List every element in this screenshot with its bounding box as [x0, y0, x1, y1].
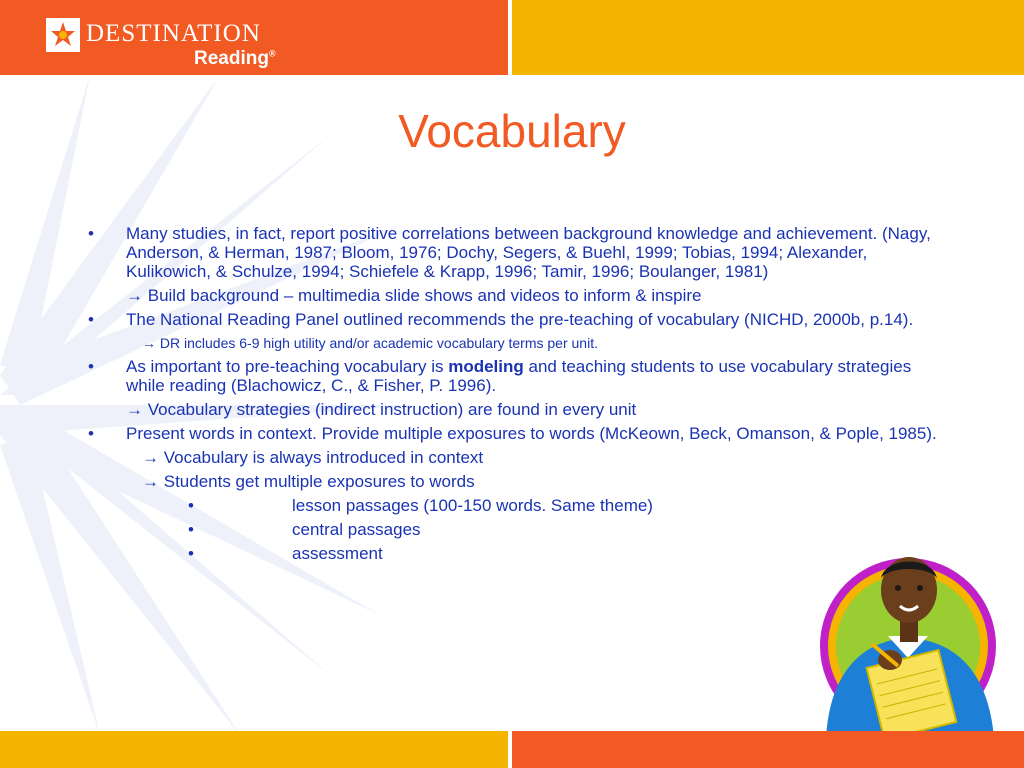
logo-subtitle-text: Reading	[194, 48, 269, 69]
bullet-marker: •	[88, 424, 94, 443]
slide-content	[86, 224, 946, 568]
slide-title: Vocabulary	[398, 105, 626, 157]
arrow-item-1	[86, 286, 946, 305]
logo-subtitle	[194, 48, 276, 70]
arrow-icon: →	[126, 400, 143, 419]
logo-wordmark: DESTINATION	[86, 20, 261, 47]
arrow-text: Vocabulary strategies (indirect instruction) are found in every unit	[147, 400, 637, 419]
bullet-marker: •	[188, 520, 194, 539]
sub-bullet-text: assessment	[292, 544, 383, 563]
top-band-yellow	[512, 0, 1024, 75]
bullet-text: Many studies, in fact, report positive correlations between background knowledge and achievement. (Nagy, Anderson, & Herman, 1987; Bloom, 1976; Dochy, Segers, & Buehl, 1999; Tobias, 1994; Alexander, Kulikowich, & Schulze, 1994; Schiefele & Krapp, 1996; Tamir, 1996; Boulanger, 1981)	[126, 224, 931, 281]
bullet-text-before: As important to pre-teaching vocabulary is	[126, 357, 449, 376]
arrow-item-5	[86, 472, 946, 491]
sub-bullet-item-2	[86, 520, 946, 539]
bullet-item-2	[86, 310, 946, 329]
arrow-text: Build background – multimedia slide shows and videos to inform & inspire	[147, 286, 702, 305]
bottom-band-yellow	[0, 731, 508, 768]
bullet-item-3	[86, 357, 946, 395]
bullet-item-1	[86, 224, 946, 281]
arrow-text: Students get multiple exposures to words	[163, 472, 475, 491]
arrow-item-4	[86, 448, 946, 467]
student-with-notepad-image	[816, 548, 1006, 738]
sub-bullet-text: central passages	[292, 520, 421, 539]
bullet-marker: •	[88, 224, 94, 243]
bullet-text: Present words in context. Provide multiple exposures to words (McKeown, Beck, Omanson, & Pople, 1985).	[126, 424, 937, 443]
bullet-text-after: and teaching students to use vocabulary strategies while reading (Blachowicz, C., & Fisher, P. 1996).	[126, 357, 912, 395]
arrow-item-2	[86, 334, 946, 353]
arrow-icon: →	[142, 448, 159, 467]
bullet-text: The National Reading Panel outlined recommends the pre-teaching of vocabulary (NICHD, 2000b, p.14).	[126, 310, 914, 329]
bullet-item-4	[86, 424, 946, 443]
arrow-icon: →	[126, 286, 143, 305]
registered-mark: ®	[268, 48, 276, 59]
sub-bullet-item-1	[86, 496, 946, 515]
arrow-item-3	[86, 400, 946, 419]
bottom-band-orange	[512, 731, 1024, 768]
arrow-text: Vocabulary is always introduced in context	[163, 448, 484, 467]
sub-bullet-text: lesson passages (100-150 words. Same theme)	[292, 496, 653, 515]
arrow-icon: →	[142, 335, 156, 351]
bullet-text-bold: modeling	[448, 357, 524, 376]
arrow-icon: →	[142, 472, 159, 491]
bullet-marker: •	[188, 496, 194, 515]
bullet-marker: •	[188, 544, 194, 563]
star-logo-icon	[46, 18, 80, 52]
arrow-text: DR includes 6-9 high utility and/or academic vocabulary terms per unit.	[159, 335, 598, 351]
bullet-marker: •	[88, 310, 94, 329]
bullet-marker: •	[88, 357, 94, 376]
